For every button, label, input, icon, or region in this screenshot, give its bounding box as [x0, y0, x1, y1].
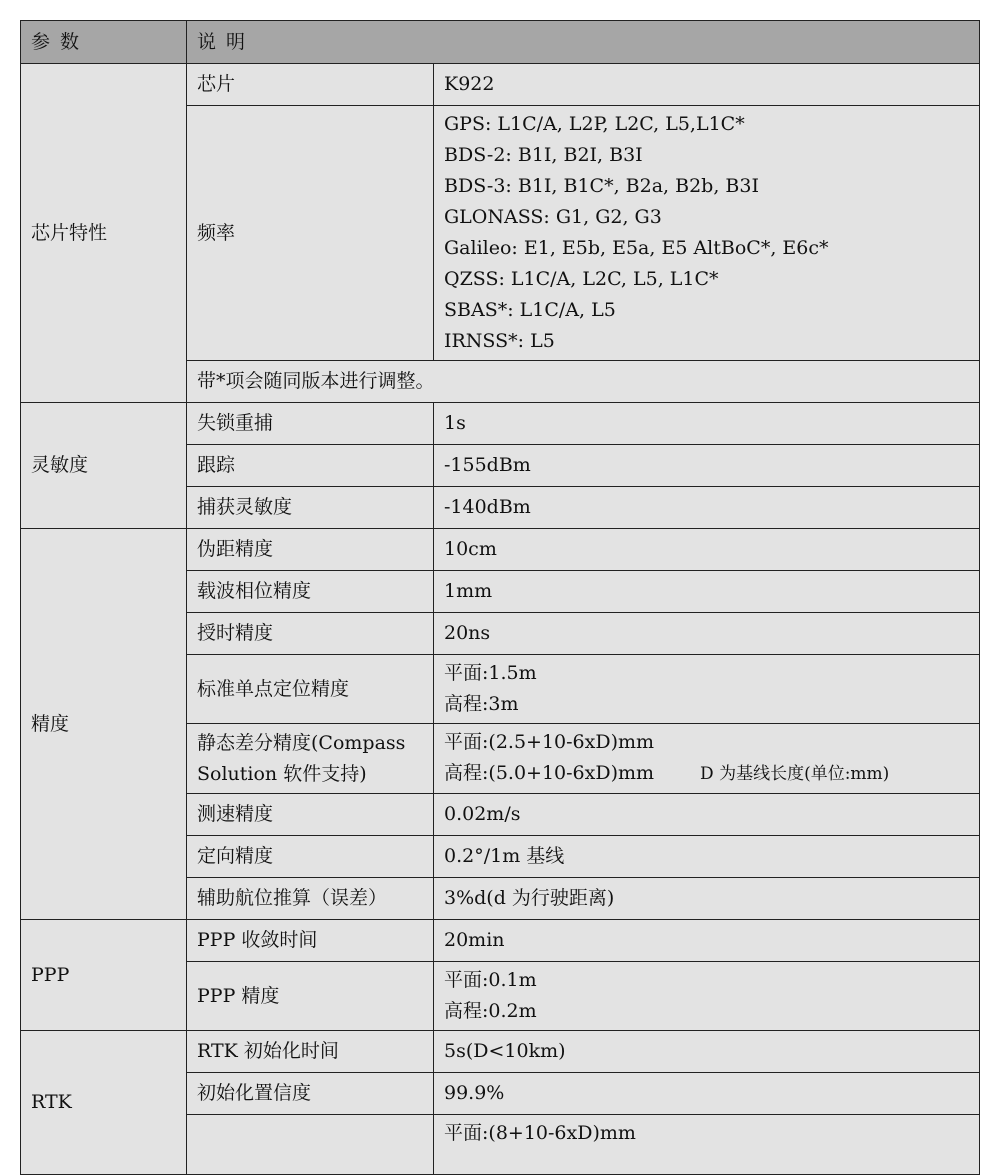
group-chip: 芯片特性 — [21, 64, 187, 403]
table-row — [21, 1031, 980, 1073]
freq-line: GPS: L1C/A, L2P, L2C, L5,L1C* — [444, 113, 745, 135]
chip-value: K922 — [434, 64, 980, 106]
velocity-value: 0.02m/s — [434, 794, 980, 836]
header-row — [21, 21, 980, 64]
dr-value: 3%d(d 为行驶距离) — [434, 878, 980, 920]
spp-vertical: 高程:3m — [444, 693, 519, 715]
heading-value: 0.2°/1m 基线 — [434, 836, 980, 878]
freq-line: BDS-3: B1I, B1C*, B2a, B2b, B3I — [444, 175, 759, 197]
header-param: 参 数 — [21, 21, 187, 64]
freq-line: IRNSS*: L5 — [444, 330, 555, 352]
timing-value: 20ns — [434, 613, 980, 655]
timing-label: 授时精度 — [187, 613, 434, 655]
header-desc: 说 明 — [187, 21, 980, 64]
group-rtk: RTK — [21, 1031, 187, 1175]
ppp-conv-label: PPP 收敛时间 — [187, 920, 434, 962]
spp-horizontal: 平面:1.5m — [444, 662, 537, 684]
rtk-conf-value: 99.9% — [434, 1073, 980, 1115]
rtk-partial-value: 平面:(8+10-6xD)mm — [434, 1115, 980, 1175]
ppp-vertical: 高程:0.2m — [444, 1000, 537, 1022]
sens-value: -155dBm — [434, 445, 980, 487]
chip-label: 芯片 — [187, 64, 434, 106]
static-note: D 为基线长度(单位:mm) — [700, 764, 890, 784]
table-row — [21, 403, 980, 445]
table-row — [21, 920, 980, 962]
dr-label: 辅助航位推算（误差） — [187, 878, 434, 920]
table-row — [21, 64, 980, 106]
pseudo-label: 伪距精度 — [187, 529, 434, 571]
rtk-conf-label: 初始化置信度 — [187, 1073, 434, 1115]
freq-line: BDS-2: B1I, B2I, B3I — [444, 144, 643, 166]
spp-label: 标准单点定位精度 — [187, 655, 434, 724]
spp-values — [434, 655, 980, 724]
group-sensitivity: 灵敏度 — [21, 403, 187, 529]
sens-label: 跟踪 — [187, 445, 434, 487]
sens-label: 捕获灵敏度 — [187, 487, 434, 529]
sens-value: -140dBm — [434, 487, 980, 529]
heading-label: 定向精度 — [187, 836, 434, 878]
static-label — [187, 724, 434, 794]
sens-label: 失锁重捕 — [187, 403, 434, 445]
freq-label: 频率 — [187, 106, 434, 361]
spec-table — [20, 20, 980, 1175]
group-accuracy: 精度 — [21, 529, 187, 920]
ppp-conv-value: 20min — [434, 920, 980, 962]
carrier-label: 载波相位精度 — [187, 571, 434, 613]
freq-values — [434, 106, 980, 361]
static-values — [434, 724, 980, 794]
ppp-acc-values — [434, 962, 980, 1031]
rtk-partial-label — [187, 1115, 434, 1175]
static-vertical: 高程:(5.0+10-6xD)mm — [444, 762, 655, 784]
freq-line: Galileo: E1, E5b, E5a, E5 AltBoC*, E6c* — [444, 237, 829, 259]
freq-line: SBAS*: L1C/A, L5 — [444, 299, 616, 321]
rtk-init-label: RTK 初始化时间 — [187, 1031, 434, 1073]
static-vertical-line — [444, 758, 969, 790]
velocity-label: 测速精度 — [187, 794, 434, 836]
freq-line: GLONASS: G1, G2, G3 — [444, 206, 662, 228]
static-horizontal: 平面:(2.5+10-6xD)mm — [444, 731, 655, 753]
ppp-horizontal: 平面:0.1m — [444, 969, 537, 991]
static-label-line: 静态差分精度(Compass — [197, 731, 406, 754]
rtk-init-value: 5s(D<10km) — [434, 1031, 980, 1073]
static-label-line: Solution 软件支持) — [197, 762, 367, 785]
table-row — [21, 529, 980, 571]
sens-value: 1s — [434, 403, 980, 445]
pseudo-value: 10cm — [434, 529, 980, 571]
carrier-value: 1mm — [434, 571, 980, 613]
freq-line: QZSS: L1C/A, L2C, L5, L1C* — [444, 268, 719, 290]
group-ppp: PPP — [21, 920, 187, 1031]
chip-note: 带*项会随同版本进行调整。 — [187, 361, 980, 403]
ppp-acc-label: PPP 精度 — [187, 962, 434, 1031]
